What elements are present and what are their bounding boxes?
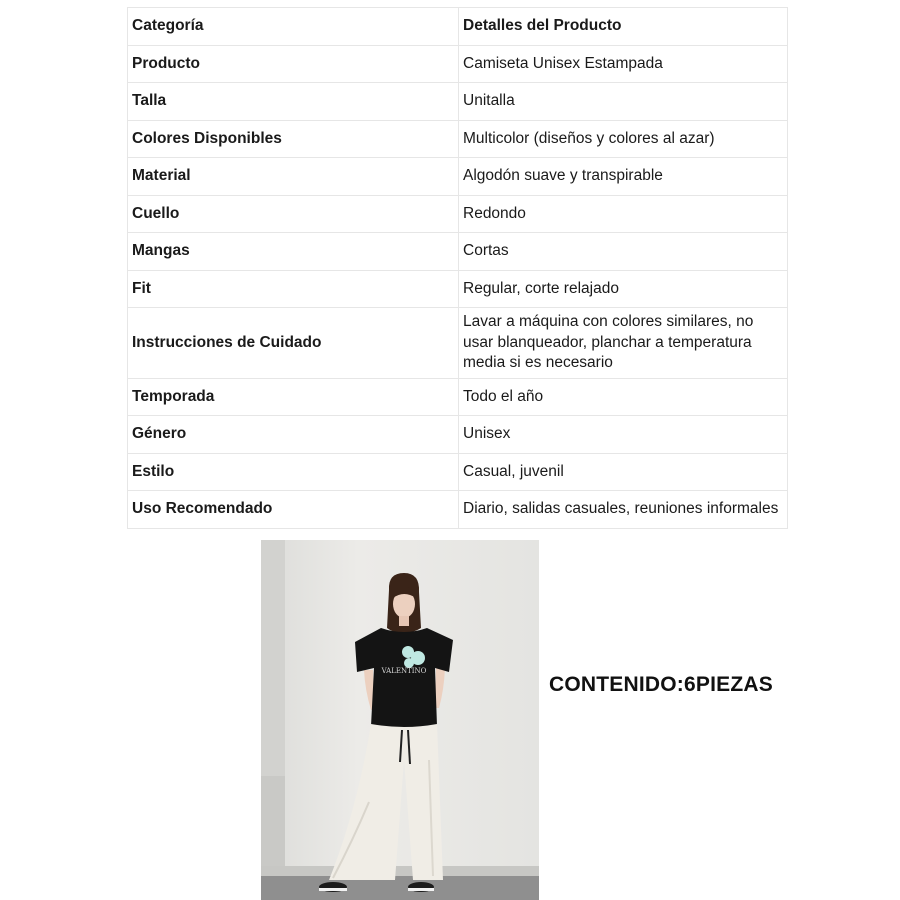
table-row <box>128 195 788 233</box>
row-value: Cortas <box>459 233 788 271</box>
baseboard <box>261 866 539 876</box>
table-row <box>128 158 788 196</box>
row-value: Regular, corte relajado <box>459 270 788 308</box>
table-row <box>128 491 788 529</box>
table-row <box>128 45 788 83</box>
row-value: Diario, salidas casuales, reuniones informales <box>459 491 788 529</box>
table-header-row <box>128 8 788 46</box>
contents-label: CONTENIDO:6PIEZAS <box>549 673 773 696</box>
shirt-print-text: VALENTINO <box>381 667 427 675</box>
row-key: Temporada <box>128 378 459 416</box>
table-row <box>128 308 788 379</box>
row-key: Cuello <box>128 195 459 233</box>
row-value: Unisex <box>459 416 788 454</box>
table-row <box>128 270 788 308</box>
row-value: Casual, juvenil <box>459 453 788 491</box>
row-key: Uso Recomendado <box>128 491 459 529</box>
floor <box>261 876 539 900</box>
row-value: Multicolor (diseños y colores al azar) <box>459 120 788 158</box>
table-row <box>128 83 788 121</box>
product-photo <box>261 540 539 900</box>
row-key: Género <box>128 416 459 454</box>
table-row <box>128 233 788 271</box>
row-key: Instrucciones de Cuidado <box>128 308 459 379</box>
row-value: Redondo <box>459 195 788 233</box>
table-row <box>128 416 788 454</box>
row-value: Algodón suave y transpirable <box>459 158 788 196</box>
door-frame <box>261 776 285 876</box>
table-row <box>128 453 788 491</box>
row-value: Todo el año <box>459 378 788 416</box>
row-key: Producto <box>128 45 459 83</box>
row-value: Lavar a máquina con colores similares, no usar blanqueador, planchar a temperatura media si es necesario <box>459 308 788 379</box>
model-illustration <box>261 540 539 900</box>
table-row <box>128 378 788 416</box>
product-spec-table <box>127 7 788 529</box>
row-key: Estilo <box>128 453 459 491</box>
row-key: Talla <box>128 83 459 121</box>
table-row <box>128 120 788 158</box>
shoe-sole <box>408 888 434 891</box>
table-header-details: Detalles del Producto <box>459 8 788 46</box>
row-key: Material <box>128 158 459 196</box>
shoe-sole <box>319 888 347 891</box>
neck <box>399 616 409 626</box>
row-value: Unitalla <box>459 83 788 121</box>
row-value: Camiseta Unisex Estampada <box>459 45 788 83</box>
table-header-category: Categoría <box>128 8 459 46</box>
row-key: Fit <box>128 270 459 308</box>
row-key: Mangas <box>128 233 459 271</box>
row-key: Colores Disponibles <box>128 120 459 158</box>
